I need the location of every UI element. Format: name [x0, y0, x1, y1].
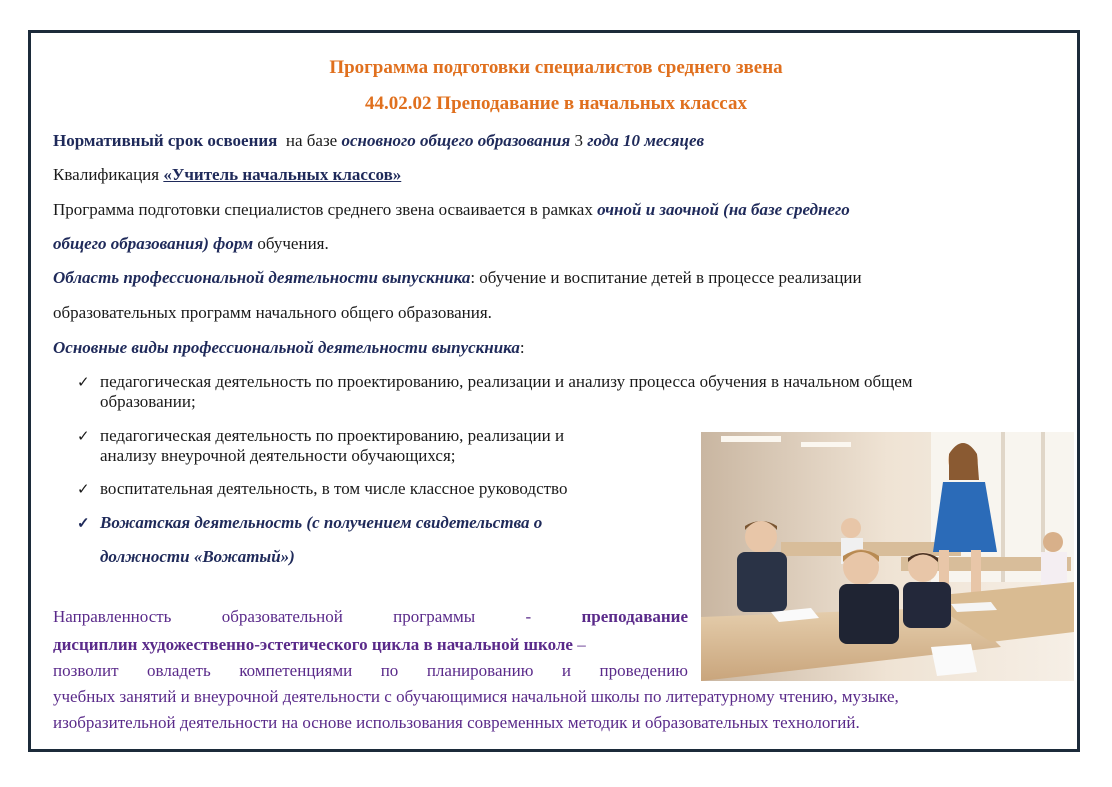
activities-label: Основные виды профессиональной деятельности выпускника — [53, 338, 520, 357]
direction-l1-bold: преподавание — [581, 607, 689, 626]
activity-item-1-line-1: педагогическая деятельность по проектированию, реализации и анализу процесса обучения в начальном общем — [100, 372, 913, 391]
duration-base-prefix: на базе — [285, 131, 338, 150]
area-line-2: образовательных программ начального общего образования. — [53, 303, 492, 322]
activity-item-4-line-1: Вожатская деятельность (с получением свидетельства о — [100, 513, 543, 532]
direction-l1-text: Направленность образовательной программы - — [53, 607, 532, 626]
direction-line-5: изобразительной деятельности на основе использования современных методик и образовательных технологий. — [53, 713, 860, 732]
forms-part2: общего образования) форм — [53, 234, 254, 253]
direction-line-2 — [53, 635, 688, 655]
direction-line-3: позволит овладеть компетенциями по планированию и проведению — [53, 661, 688, 680]
activity-item-1-line-2: образовании; — [100, 392, 196, 411]
direction-l2-bold: дисциплин художественно-эстетического цикла в начальной школе — [53, 635, 573, 654]
forms-line-1 — [53, 200, 850, 220]
duration-line — [53, 131, 704, 151]
checkmark-icon: ✓ — [77, 375, 90, 391]
forms-suffix: обучения. — [257, 234, 329, 253]
direction-line-4: учебных занятий и внеурочной деятельности с обучающимися начальной школы по литературному чтению, музыке, — [53, 687, 899, 706]
activity-item-1 — [100, 372, 1070, 412]
activities-colon: : — [519, 338, 525, 357]
activity-item-2-line-1: педагогическая деятельность по проектированию, реализации и — [100, 426, 565, 445]
qualification-value: «Учитель начальных классов» — [163, 165, 402, 184]
area-text-1: : обучение и воспитание детей в процессе реализации — [470, 268, 862, 287]
qualification-line — [53, 165, 401, 185]
duration-rest: года 10 месяцев — [587, 131, 705, 150]
area-label: Область профессиональной деятельности выпускника — [53, 268, 471, 287]
checkmark-icon: ✓ — [77, 429, 90, 445]
page-title: Программа подготовки специалистов среднего звена — [329, 57, 783, 78]
activity-item-4-line-2: должности «Вожатый») — [100, 547, 295, 566]
qualification-label: Квалификация — [53, 165, 160, 184]
program-code-title: 44.02.02 Преподавание в начальных классах — [365, 93, 747, 114]
direction-l2-text: – — [572, 635, 586, 654]
duration-base: основного общего образования — [341, 131, 571, 150]
activity-item-3: воспитательная деятельность, в том числе классное руководство — [100, 479, 568, 498]
forms-prefix: Программа подготовки специалистов среднего звена осваивается в рамках — [53, 200, 593, 219]
classroom-photo — [701, 432, 1074, 681]
activity-item-2 — [100, 426, 688, 466]
forms-line-2 — [53, 234, 329, 254]
checkmark-icon: ✓ — [77, 482, 90, 498]
duration-label: Нормативный срок освоения — [53, 131, 278, 150]
checkmark-icon: ✓ — [77, 516, 90, 532]
forms-part1: очной и заочной (на базе среднего — [597, 200, 850, 219]
direction-line-1 — [53, 607, 688, 627]
duration-years: 3 — [574, 131, 584, 150]
activity-item-2-line-2: анализу внеурочной деятельности обучающихся; — [100, 446, 456, 465]
activities-heading — [53, 338, 525, 358]
area-line-1 — [53, 268, 862, 288]
